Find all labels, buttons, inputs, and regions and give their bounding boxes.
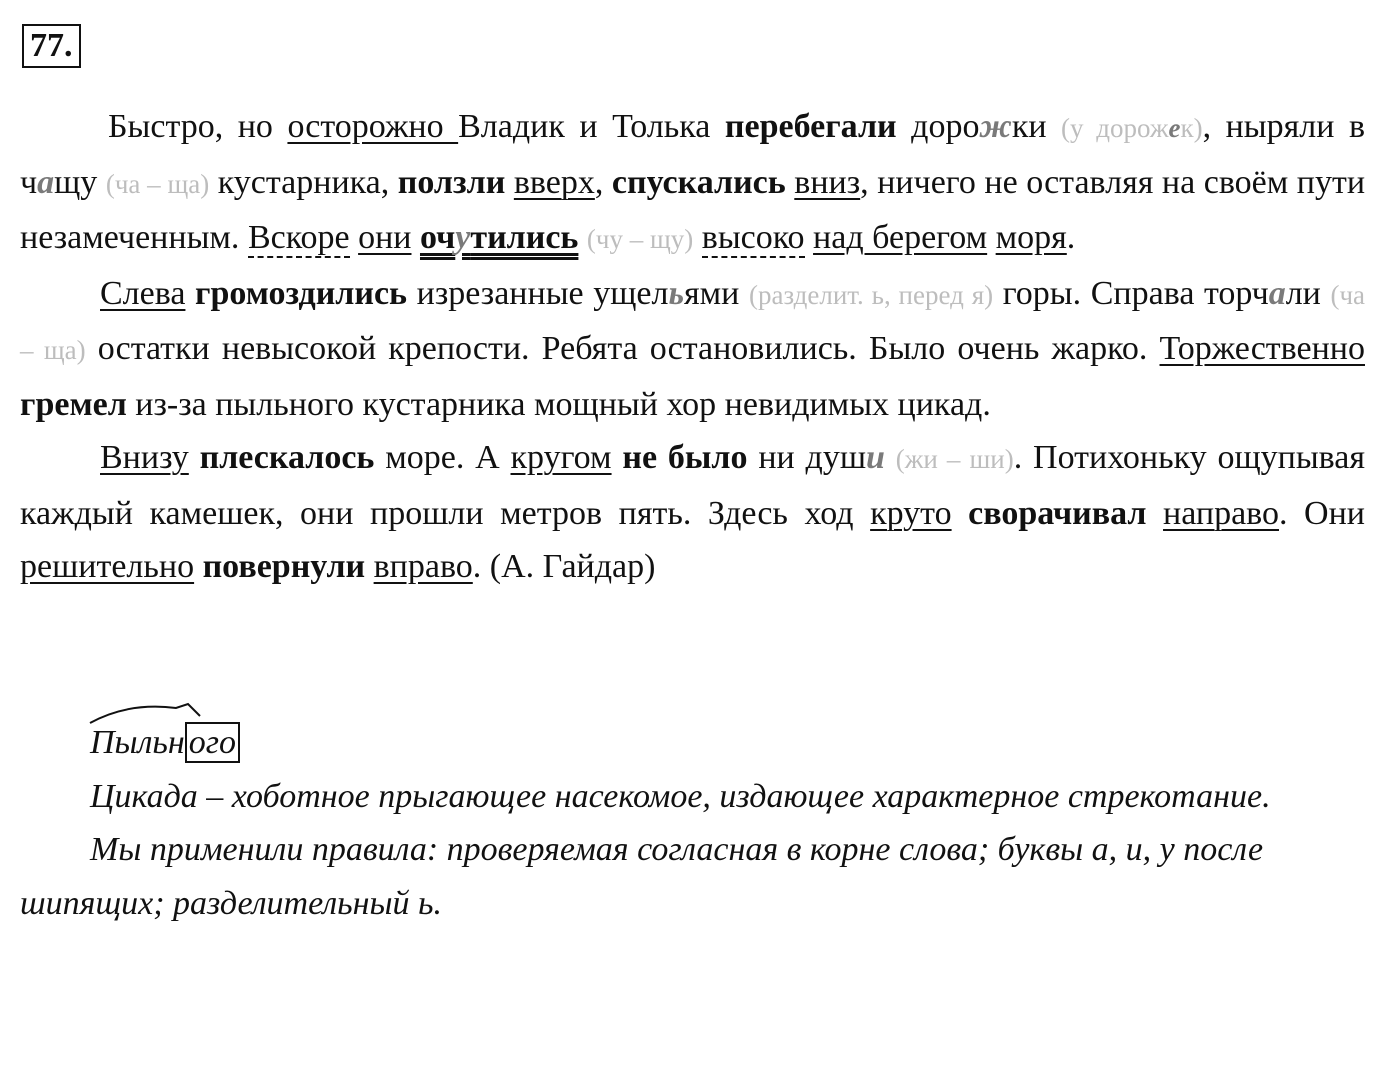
text-span	[693, 219, 702, 256]
rule-hint: (чу – щу)	[586, 224, 694, 254]
predicate-bold: громоздились	[195, 274, 408, 312]
morphemic-word	[90, 716, 240, 770]
text-span	[952, 495, 969, 532]
text-span: кустарника,	[209, 163, 398, 201]
text-span: . Они	[1278, 494, 1366, 532]
text-span: горы. Справа торч	[993, 274, 1269, 312]
rules-note: Мы применили правила: проверяемая согласная в корне слова; буквы а, и, у после шипящих; разделительный ь.	[20, 831, 1264, 922]
text-span: море. А	[374, 439, 511, 476]
text-span: , ничего не оставляя на своём пути незамеченным.	[20, 163, 1366, 256]
adverb-underlined: направо	[1163, 494, 1279, 532]
text-span: остатки невысокой крепости. Ребята остановились. Было очень жарко.	[85, 330, 1160, 367]
morphemic-analysis	[20, 716, 1365, 770]
text-span: , ныряли в ч	[20, 108, 1366, 201]
text-span: ки	[1011, 108, 1062, 145]
text-span	[365, 548, 374, 585]
text-span	[505, 164, 514, 201]
adverb-underlined: Торжественно	[1159, 330, 1365, 367]
root-arc-icon	[88, 702, 206, 724]
paragraph-3	[20, 431, 1365, 594]
text-span: Владик и Толька	[458, 108, 725, 145]
text-span: Быстро, но	[108, 108, 288, 145]
predicate-bold: повернули	[202, 548, 366, 585]
text-span: из-за пыльного кустарника мощный хор невидимых цикад.	[126, 385, 991, 423]
predicate-bold: не было	[622, 439, 748, 476]
missing-letter: а	[37, 163, 55, 201]
text-span: ни душ	[747, 439, 867, 476]
adverb-underlined: Внизу	[100, 439, 189, 476]
text-span: доро	[896, 108, 980, 145]
hint-text: к)	[1180, 113, 1203, 143]
text-span	[578, 219, 587, 256]
text-span	[612, 439, 623, 476]
subject-underlined: они	[358, 219, 412, 256]
rule-hint: (разделит. ь, перед я)	[748, 279, 994, 310]
notes-section	[20, 716, 1365, 930]
definition-note: Цикада – хоботное прыгающее насекомое, издающее характерное стрекотание.	[90, 777, 1271, 815]
text-span	[987, 219, 996, 256]
text-span	[805, 219, 814, 256]
predicate-bold: сворачивал	[968, 494, 1147, 532]
text-span: изрезанные ущел	[407, 274, 669, 312]
text-span: щу	[54, 163, 106, 201]
predicate-bold: перебегали	[724, 108, 897, 145]
missing-letter: у	[455, 219, 471, 256]
text-span	[350, 219, 359, 256]
missing-letter: а	[1268, 274, 1286, 312]
predicate-double-underlined	[420, 219, 578, 256]
predicate-bold: плескалось	[199, 439, 375, 476]
adverb-underlined: кругом	[510, 439, 612, 476]
word-part: тились	[470, 219, 579, 256]
rule-hint: (жи – ши)	[895, 444, 1014, 474]
text-span: .	[1066, 219, 1076, 256]
predicate-bold: ползли	[397, 163, 506, 201]
text-span: ями	[684, 274, 749, 312]
missing-letter: ж	[979, 108, 1012, 145]
text-span	[786, 164, 795, 201]
text-span	[1146, 495, 1163, 532]
adverb-underlined: осторожно	[287, 108, 459, 145]
adverb-dashed: высоко	[701, 219, 805, 256]
text-span	[185, 275, 195, 312]
exercise-number: 77.	[22, 24, 81, 68]
text-span	[411, 219, 420, 256]
paragraph-1	[20, 100, 1365, 267]
adverb-underlined: вправо	[373, 548, 473, 585]
text-span	[194, 548, 203, 585]
adverb-dashed: Вскоре	[247, 219, 350, 256]
text-span: ли	[1285, 274, 1331, 312]
text-span: . Потихоньку ощупывая каждый камешек, они прошли метров пять. Здесь ход	[20, 439, 1366, 532]
rule-hint	[1061, 113, 1203, 143]
missing-letter: ь	[668, 274, 685, 312]
text-span	[885, 439, 896, 476]
word-root: Пыльн	[90, 724, 185, 761]
adverb-underlined: вверх	[513, 163, 595, 201]
text-span	[189, 439, 200, 476]
word-ending-box: ого	[185, 722, 240, 763]
exercise-text	[20, 100, 1365, 594]
hint-text: (у дорож	[1061, 113, 1169, 143]
predicate-bold: спускались	[611, 163, 786, 201]
text-span: . (А. Гайдар)	[472, 548, 656, 585]
predicate-bold: гремел	[20, 385, 127, 423]
missing-letter: е	[1168, 113, 1181, 143]
word-part: оч	[419, 219, 456, 256]
word-underlined: моря	[995, 219, 1067, 256]
adverb-underlined: вниз	[794, 163, 861, 201]
adverb-underlined: Слева	[100, 274, 186, 312]
adverb-underlined: круто	[870, 494, 952, 532]
paragraph-2	[20, 267, 1365, 432]
phrase-underlined: над берегом	[813, 219, 988, 256]
adverb-underlined: решительно	[20, 548, 195, 585]
missing-letter: и	[866, 439, 885, 476]
rule-hint: (ча – ща)	[20, 279, 1366, 365]
text-span: ,	[594, 163, 612, 201]
rule-hint: (ча – ща)	[105, 168, 210, 199]
